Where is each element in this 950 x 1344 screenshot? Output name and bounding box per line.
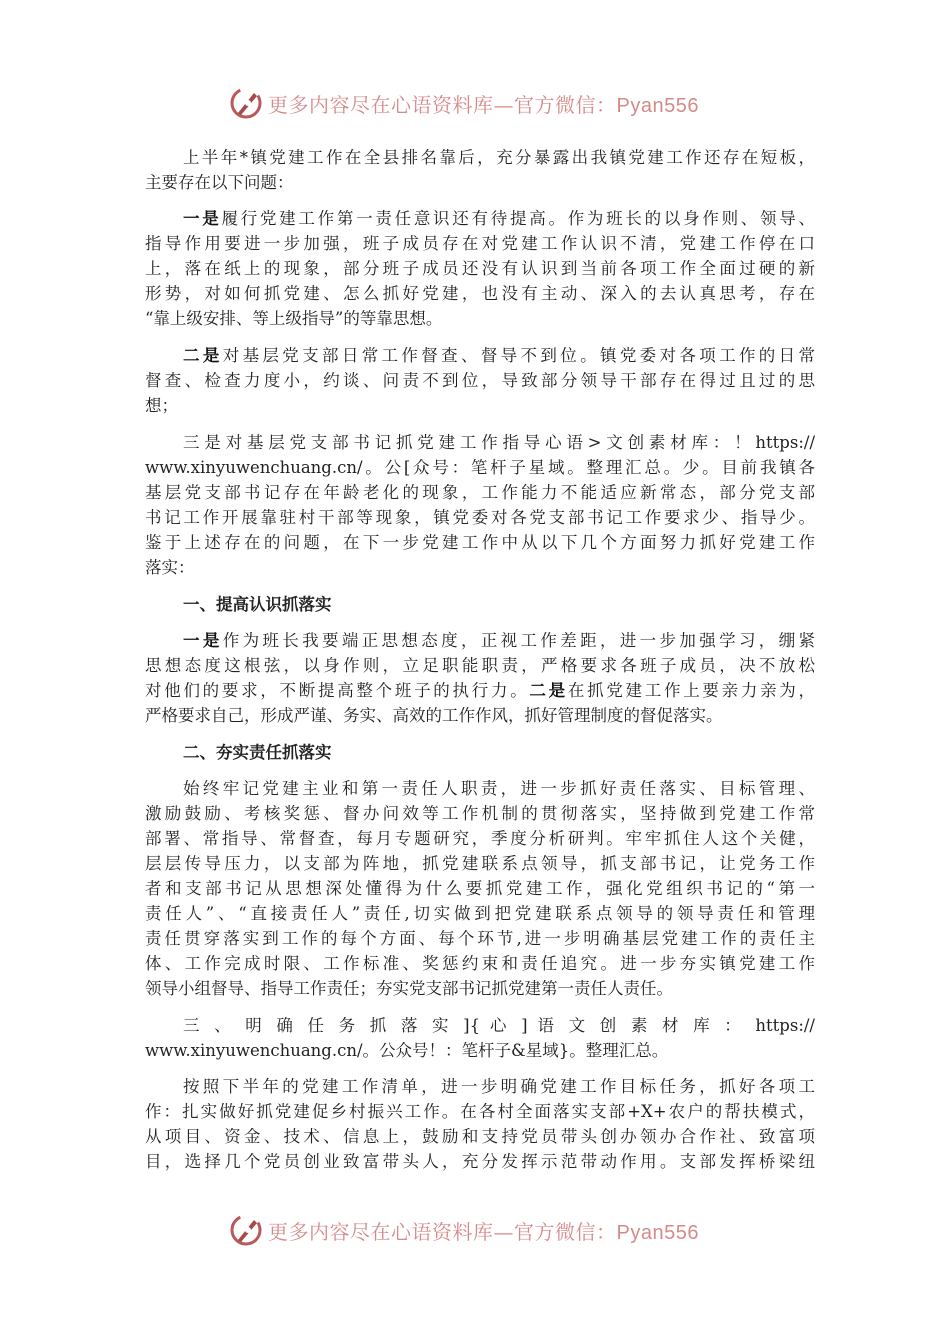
text-line (145, 430, 815, 455)
text-segment: 责任贯穿落实到工作的每个方面、每个环节,进一步明确基层党建工作的责任主 (145, 929, 815, 948)
paragraph (145, 145, 815, 195)
banner-label: 更多内容尽在心语资料库—官方微信： (268, 1219, 617, 1244)
pen-logo-icon (228, 85, 264, 121)
text-line (145, 1038, 815, 1063)
bold-lead: 二是 (183, 346, 223, 365)
paragraph (145, 343, 815, 418)
paragraph (145, 1074, 815, 1174)
text-segment: 在抓党建工作上要亲力亲为， (567, 681, 816, 700)
text-segment: 想； (145, 396, 178, 415)
text-segment: 激励鼓励、考核奖惩、督办问效等工作机制的贯彻落实，坚持做到党建工作常 (145, 804, 815, 823)
text-segment: “靠上级安排、等上级指导”的等靠思想。 (145, 309, 443, 328)
paragraph (145, 1013, 815, 1063)
text-line (145, 628, 815, 653)
text-line (145, 901, 815, 926)
text-segment: 履行党建工作第一责任意识还有待提高。作为班长的以身作则、领导、 (221, 209, 815, 228)
text-line (145, 801, 815, 826)
text-segment: 按照下半年的党建工作清单，进一步明确党建工作目标任务，抓好各项工 (183, 1077, 815, 1096)
text-line (145, 776, 815, 801)
text-line (145, 505, 815, 530)
bold-lead: 一是 (183, 631, 223, 650)
bold-lead: 一是 (183, 209, 222, 228)
text-line (145, 826, 815, 851)
text-line (145, 1074, 815, 1099)
text-line (145, 480, 815, 505)
text-segment: 严格要求自己，形成严谨、务实、高效的工作作风，抓好管理制度的督促落实。 (145, 706, 723, 725)
bold-lead: 二是 (529, 681, 568, 700)
text-line (145, 455, 815, 480)
text-segment: 体、工作完成时限、工作标准、奖惩约束和责任追究。进一步夯实镇党建工作 (145, 954, 815, 973)
text-segment: 落实： (145, 558, 195, 577)
text-segment: 目，选择几个党员创业致富带头人，充分发挥示范带动作用。支部发挥桥梁纽 (145, 1152, 815, 1171)
text-segment: 鉴于上述存在的问题，在下一步党建工作中从以下几个方面努力抓好党建工作 (145, 533, 815, 552)
text-line (145, 876, 815, 901)
text-segment: 指导作用要进一步加强，班子成员存在对党建工作认识不清，党建工作停在口 (145, 234, 815, 253)
banner-text (268, 1216, 699, 1245)
banner-wechat-id: Pyan556 (616, 1221, 699, 1244)
text-segment: 基层党支部书记存在年龄老化的现象，工作能力不能适应新常态，部分党支部 (145, 483, 815, 502)
banner-text (268, 89, 699, 118)
paragraph (145, 206, 815, 331)
text-line (145, 231, 815, 256)
text-segment: 作为班长我要端正思想态度，正视工作差距，进一步加强学习，绷紧 (222, 631, 816, 650)
text-segment: 形势，对如何抓党建、怎么抓好党建，也没有主动、深入的去认真思考，存在 (145, 284, 815, 303)
text-line (145, 145, 815, 170)
text-line (145, 592, 815, 617)
text-segment: www.xinyuwenchuang.cn/。公众号！：笔杆子&星域}。整理汇总。 (145, 1041, 669, 1060)
paragraph (145, 430, 815, 580)
text-segment: 一、提高认识抓落实 (183, 595, 332, 614)
banner-label: 更多内容尽在心语资料库—官方微信： (268, 92, 617, 117)
text-line (145, 170, 815, 195)
paragraph (145, 776, 815, 1001)
text-segment: 层层传导压力，以支部为阵地，抓党建联系点领导，抓支部书记，让党务工作 (145, 854, 815, 873)
text-line (145, 1013, 815, 1038)
text-segment: 者和支部书记从思想深处懂得为什么要抓党建工作，强化党组织书记的“第一 (145, 879, 815, 898)
text-segment: 思想态度这根弦，以身作则，立足职能职责，严格要求各班子成员，决不放松 (145, 656, 815, 675)
text-line (145, 703, 815, 728)
paragraph (145, 628, 815, 728)
text-line (145, 851, 815, 876)
section-heading (145, 592, 815, 617)
text-segment: 书记工作开展靠驻村干部等现象，镇党委对各党支部书记工作要求少、指导少。 (145, 508, 815, 527)
pen-logo-icon (228, 1212, 264, 1248)
text-line (145, 256, 815, 281)
text-segment: 从项目、资金、技术、信息上，鼓励和支持党员带头创办领办合作社、致富项 (145, 1127, 815, 1146)
text-segment: 责任人”、“直接责任人”责任,切实做到把党建联系点领导的领导责任和管理 (145, 904, 815, 923)
text-segment: 作：扎实做好抓党建促乡村振兴工作。在各村全面落实支部+X+农户的帮扶模式， (145, 1102, 815, 1121)
banner-wechat-id: Pyan556 (616, 94, 699, 117)
text-segment: 对他们的要求，不断提高整个班子的执行力。 (145, 681, 530, 700)
text-segment: 部署、常指导、常督查，每月专题研究，季度分析研判。牢牢抓住人这个关健， (145, 829, 815, 848)
text-segment: 上，落在纸上的现象，部分班子成员还没有认识到当前各项工作全面过硬的新 (145, 259, 815, 278)
text-line (145, 951, 815, 976)
text-line (145, 976, 815, 1001)
text-line (145, 343, 815, 368)
text-line (145, 678, 815, 703)
text-segment: 对基层党支部日常工作督查、督导不到位。镇党委对各项工作的日常 (222, 346, 816, 365)
text-line (145, 1124, 815, 1149)
text-line (145, 306, 815, 331)
text-segment: 督查、检查力度小，约谈、问责不到位，导致部分领导干部存在得过且过的思 (145, 371, 815, 390)
text-line (145, 926, 815, 951)
text-segment: 三是对基层党支部书记抓党建工作指导心语>文创素材库：！https:// (183, 433, 815, 452)
text-segment: 三 、 明 确 任 务 抓 落 实 ]{ 心 ] 语 文 创 素 材 库 ： https:// (183, 1016, 815, 1035)
header-banner (228, 83, 718, 123)
text-line (145, 281, 815, 306)
text-line (145, 393, 815, 418)
text-segment: 上半年*镇党建工作在全县排名靠后，充分暴露出我镇党建工作还存在短板， (183, 148, 815, 167)
text-line (145, 206, 815, 231)
text-segment: 领导小组督导、指导工作责任；夯实党支部书记抓党建第一责任人责任。 (145, 979, 673, 998)
text-line (145, 1099, 815, 1124)
section-heading (145, 740, 815, 765)
footer-banner (228, 1210, 718, 1250)
text-line (145, 530, 815, 555)
text-line (145, 740, 815, 765)
text-line (145, 555, 815, 580)
text-line (145, 1149, 815, 1174)
text-segment: 主要存在以下问题： (145, 173, 294, 192)
text-segment: www.xinyuwenchuang.cn/。公[众号：笔杆子星域。整理汇总。少。目前我镇各 (145, 458, 815, 477)
text-segment: 始终牢记党建主业和第一责任人职责，进一步抓好责任落实、目标管理、 (183, 779, 815, 798)
text-line (145, 368, 815, 393)
text-line (145, 653, 815, 678)
text-segment: 二、夯实责任抓落实 (183, 743, 332, 762)
